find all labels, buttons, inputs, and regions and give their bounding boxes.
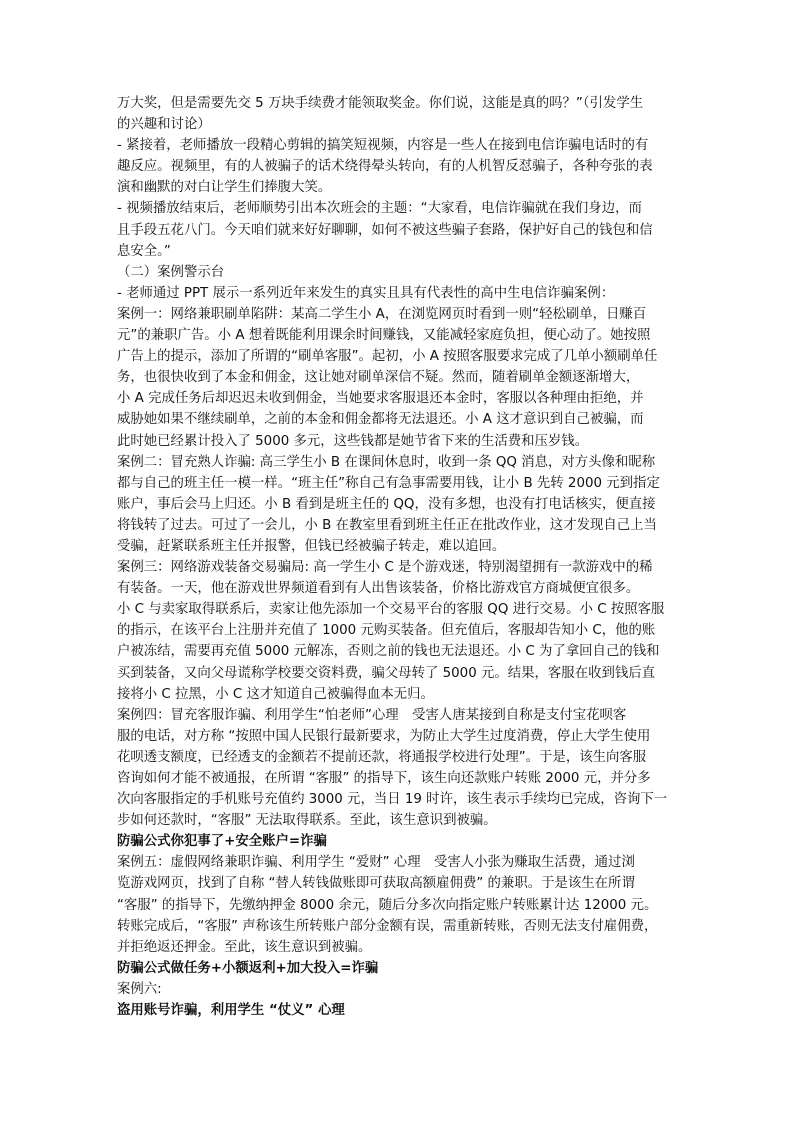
text-line: 广告上的提示，添加了所谓的“刷单客服”。起初，小 A 按照客服要求完成了几单小额刷单任: [117, 349, 658, 365]
text-line: 案例六:: [117, 981, 162, 997]
text-line: 览游戏网页，找到了自称 “替人转钱做账即可获取高额雇佣费” 的兼职。于是该生在所谓: [117, 876, 635, 892]
text-line: 案例五：虚假网络兼职诈骗、利用学生 “爱财” 心理 受害人小张为赚取生活费，通过浏: [117, 855, 635, 871]
bold-text-line: 盗用账号诈骗，利用学生 “仗义” 心理: [117, 1003, 345, 1019]
bold-text-line: 防骗公式你犯事了+安全账户=诈骗: [117, 834, 327, 850]
text-line: 此时她已经累计投入了 5000 多元，这些钱都是她节省下来的生活费和压岁钱。: [117, 433, 589, 449]
text-line: 案例四：冒充客服诈骗、利用学生“怕老师”心理 受害人唐某接到自称是支付宝花呗客: [117, 707, 627, 723]
text-line: - 紧接着，老师播放一段精心剪辑的搞笑短视频，内容是一些人在接到电信诈骗电话时的有: [117, 138, 649, 154]
document-page: [117, 93, 683, 1021]
text-line: 服的电话，对方称 “按照中国人民银行最新要求，为防止大学生过度消费，停止大学生使用: [117, 728, 651, 744]
text-line: 户被冻结，需要再充值 5000 元解冻，否则之前的钱也无法退还。小 C 为了拿回自己的钱和: [117, 644, 660, 660]
text-line: 小 A 完成任务后却迟迟未收到佣金，当她要求客服退还本金时，客服以各种理由拒绝，并: [117, 391, 644, 407]
text-line: 威胁她如果不继续刷单，之前的本金和佣金都将无法退还。小 A 这才意识到自己被骗，而: [117, 412, 644, 428]
text-line: 并拒绝返还押金。至此，该生意识到被骗。: [117, 939, 372, 955]
bold-text-line: 防骗公式做任务+小额返利+加大投入=诈骗: [117, 960, 379, 976]
text-line: 账户，事后会马上归还。小 B 看到是班主任的 QQ，没有多想，也没有打电话核实，便直接: [117, 496, 656, 512]
text-line: 次向客服指定的手机账号充值约 3000 元，当日 19 时许，该生表示手续均已完成，咨询下一: [117, 792, 668, 808]
text-line: 受骗，赶紧联系班主任并报警，但钱已经被骗子转走，难以追回。: [117, 538, 506, 554]
text-line: - 老师通过 PPT 展示一系列近年来发生的真实且具有代表性的高中生电信诈骗案例：: [117, 285, 615, 301]
text-line: 息安全。”: [117, 243, 171, 259]
text-line: 花呗透支额度，已经透支的金额若不提前还款，将通报学校进行处理”。于是，该生向客服: [117, 749, 647, 765]
text-line: 的指示，在该平台上注册并充值了 1000 元购买装备。但充值后，客服却告知小 C，他的账: [117, 623, 656, 639]
text-line: 转账完成后，“客服” 声称该生所转账户部分金额有误，需重新转账，否则无法支付雇佣费，: [117, 918, 658, 934]
text-line: 案例一：网络兼职刷单陷阱：某高二学生小 A，在浏览网页时看到一则“轻松刷单，日赚百: [117, 306, 647, 322]
text-line: 案例三：网络游戏装备交易骗局: 高一学生小 C 是个游戏迷，特别渴望拥有一款游戏中的稀: [117, 560, 653, 576]
text-line: 万大奖，但是需要先交 5 万块手续费才能领取奖金。你们说，这能是真的吗？”（引发学生: [117, 96, 644, 111]
text-line: 都与自己的班主任一模一样。“班主任”称自己有急事需要用钱，让小 B 先转 2000 元到指定: [117, 475, 660, 491]
text-line: 接将小 C 拉黑，小 C 这才知道自己被骗得血本无归。: [117, 686, 434, 702]
text-line: 的兴趣和讨论）: [117, 117, 211, 133]
text-line: （二）案例警示台: [117, 264, 225, 280]
text-line: 将钱转了过去。可过了一会儿，小 B 在教室里看到班主任正在批改作业，这才发现自己上当: [117, 517, 657, 533]
text-line: 且手段五花八门。今天咱们就来好好聊聊，如何不被这些骗子套路，保护好自己的钱包和信: [117, 222, 653, 238]
text-line: - 视频播放结束后，老师顺势引出本次班会的主题：“大家看，电信诈骗就在我们身边，而: [117, 201, 642, 217]
text-line: 案例二：冒充熟人诈骗: 高三学生小 B 在课间休息时，收到一条 QQ 消息，对方头像和昵称: [117, 454, 656, 470]
text-line: 趣反应。视频里，有的人被骗子的话术绕得晕头转向，有的人机智反怼骗子，各种夸张的表: [117, 159, 653, 175]
text-line: 步如何还款时，“客服” 无法取得联系。至此，该生意识到被骗。: [117, 813, 497, 829]
text-line: 买到装备，又向父母谎称学校要交资料费，骗父母转了 5000 元。结果，客服在收到钱后直: [117, 665, 656, 681]
text-line: 演和幽默的对白让学生们捧腹大笑。: [117, 180, 332, 196]
text-line: 元”的兼职广告。小 A 想着既能利用课余时间赚钱，又能减轻家庭负担，便心动了。她按照: [117, 328, 651, 344]
text-line: 咨询如何才能不被通报，在所谓 “客服” 的指导下，该生向还款账户转账 2000 元，并分多: [117, 771, 651, 786]
text-line: 小 C 与卖家取得联系后，卖家让他先添加一个交易平台的客服 QQ 进行交易。小 C 按照客服: [117, 602, 665, 618]
text-line: 有装备。一天，他在游戏世界频道看到有人出售该装备，价格比游戏官方商城便宜很多。: [117, 581, 640, 597]
text-line: 务，也很快收到了本金和佣金，这让她对刷单深信不疑。然而，随着刷单金额逐渐增大，: [117, 370, 640, 386]
text-line: “客服” 的指导下，先缴纳押金 8000 余元，随后分多次向指定账户转账累计达 12000 元。: [117, 897, 658, 913]
